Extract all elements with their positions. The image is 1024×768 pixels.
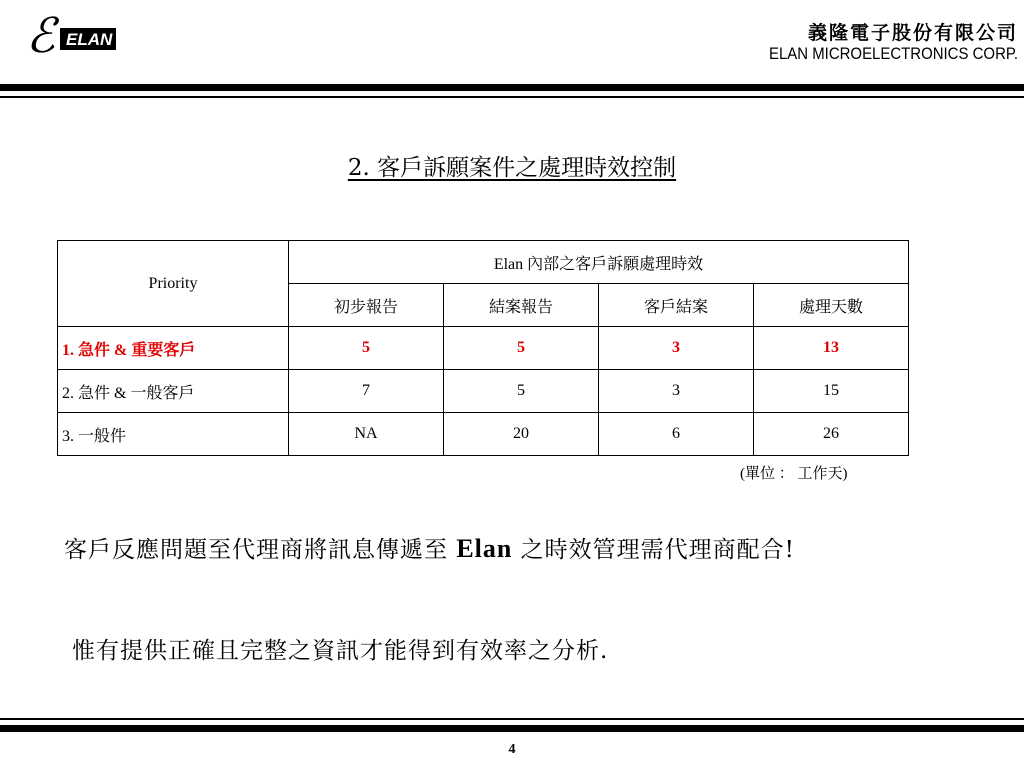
paragraph-agent-part1: 客戶反應問題至代理商將訊息傳遞至	[64, 537, 457, 563]
cell-closing-report: 5	[444, 370, 599, 413]
table-row	[58, 370, 909, 413]
group-header: Elan 內部之客戶訴願處理時效	[289, 241, 909, 284]
footer-rule-thick	[0, 725, 1024, 732]
unit-note: (單位 ： 工作天)	[740, 466, 848, 482]
priority-header: Priority	[58, 241, 289, 327]
cell-closing-report: 5	[444, 327, 599, 370]
row-label: 3. 一般件	[58, 413, 289, 456]
slide-title	[0, 152, 1024, 184]
cell-customer-close: 6	[599, 413, 754, 456]
header-rule-thick	[0, 84, 1024, 91]
table-row	[58, 413, 909, 456]
response-time-table	[57, 240, 909, 456]
slide-title-text: 2. 客戶訴願案件之處理時效控制	[347, 155, 677, 181]
paragraph-brand: Elan	[456, 534, 513, 563]
col-header-total-days: 處理天數	[754, 284, 909, 327]
company-name	[735, 22, 1018, 64]
cell-total-days: 15	[754, 370, 909, 413]
row-label: 2. 急件 & 一般客戶	[58, 370, 289, 413]
paragraph-agent-part2: 之時效管理需代理商配合!	[512, 537, 795, 563]
company-name-zh: 義隆電子股份有限公司	[807, 22, 1018, 44]
col-header-customer-close: 客戶結案	[599, 284, 754, 327]
page-number: 4	[508, 742, 516, 757]
cell-customer-close: 3	[599, 327, 754, 370]
paragraph-agent-cooperation	[64, 530, 924, 569]
cell-total-days: 13	[754, 327, 909, 370]
cell-closing-report: 20	[444, 413, 599, 456]
row-label: 1. 急件 & 重要客戶	[58, 327, 289, 370]
paragraph-info-accuracy: 惟有提供正確且完整之資訊才能得到有效率之分析.	[72, 638, 609, 664]
cell-initial-report: 7	[289, 370, 444, 413]
cell-initial-report: 5	[289, 327, 444, 370]
table-row	[58, 327, 909, 370]
col-header-initial-report: 初步報告	[289, 284, 444, 327]
cell-customer-close: 3	[599, 370, 754, 413]
col-header-closing-report: 結案報告	[444, 284, 599, 327]
company-name-en: ELAN MICROELECTRONICS CORP.	[768, 44, 1018, 63]
header-rule-thin	[0, 96, 1024, 98]
elan-logo	[22, 8, 132, 78]
logo-text: ELAN	[66, 30, 113, 49]
cell-total-days: 26	[754, 413, 909, 456]
cell-initial-report: NA	[289, 413, 444, 456]
table-header-row	[58, 241, 909, 284]
footer-rule-thin	[0, 718, 1024, 720]
logo-script-e: ℰ	[26, 8, 56, 64]
